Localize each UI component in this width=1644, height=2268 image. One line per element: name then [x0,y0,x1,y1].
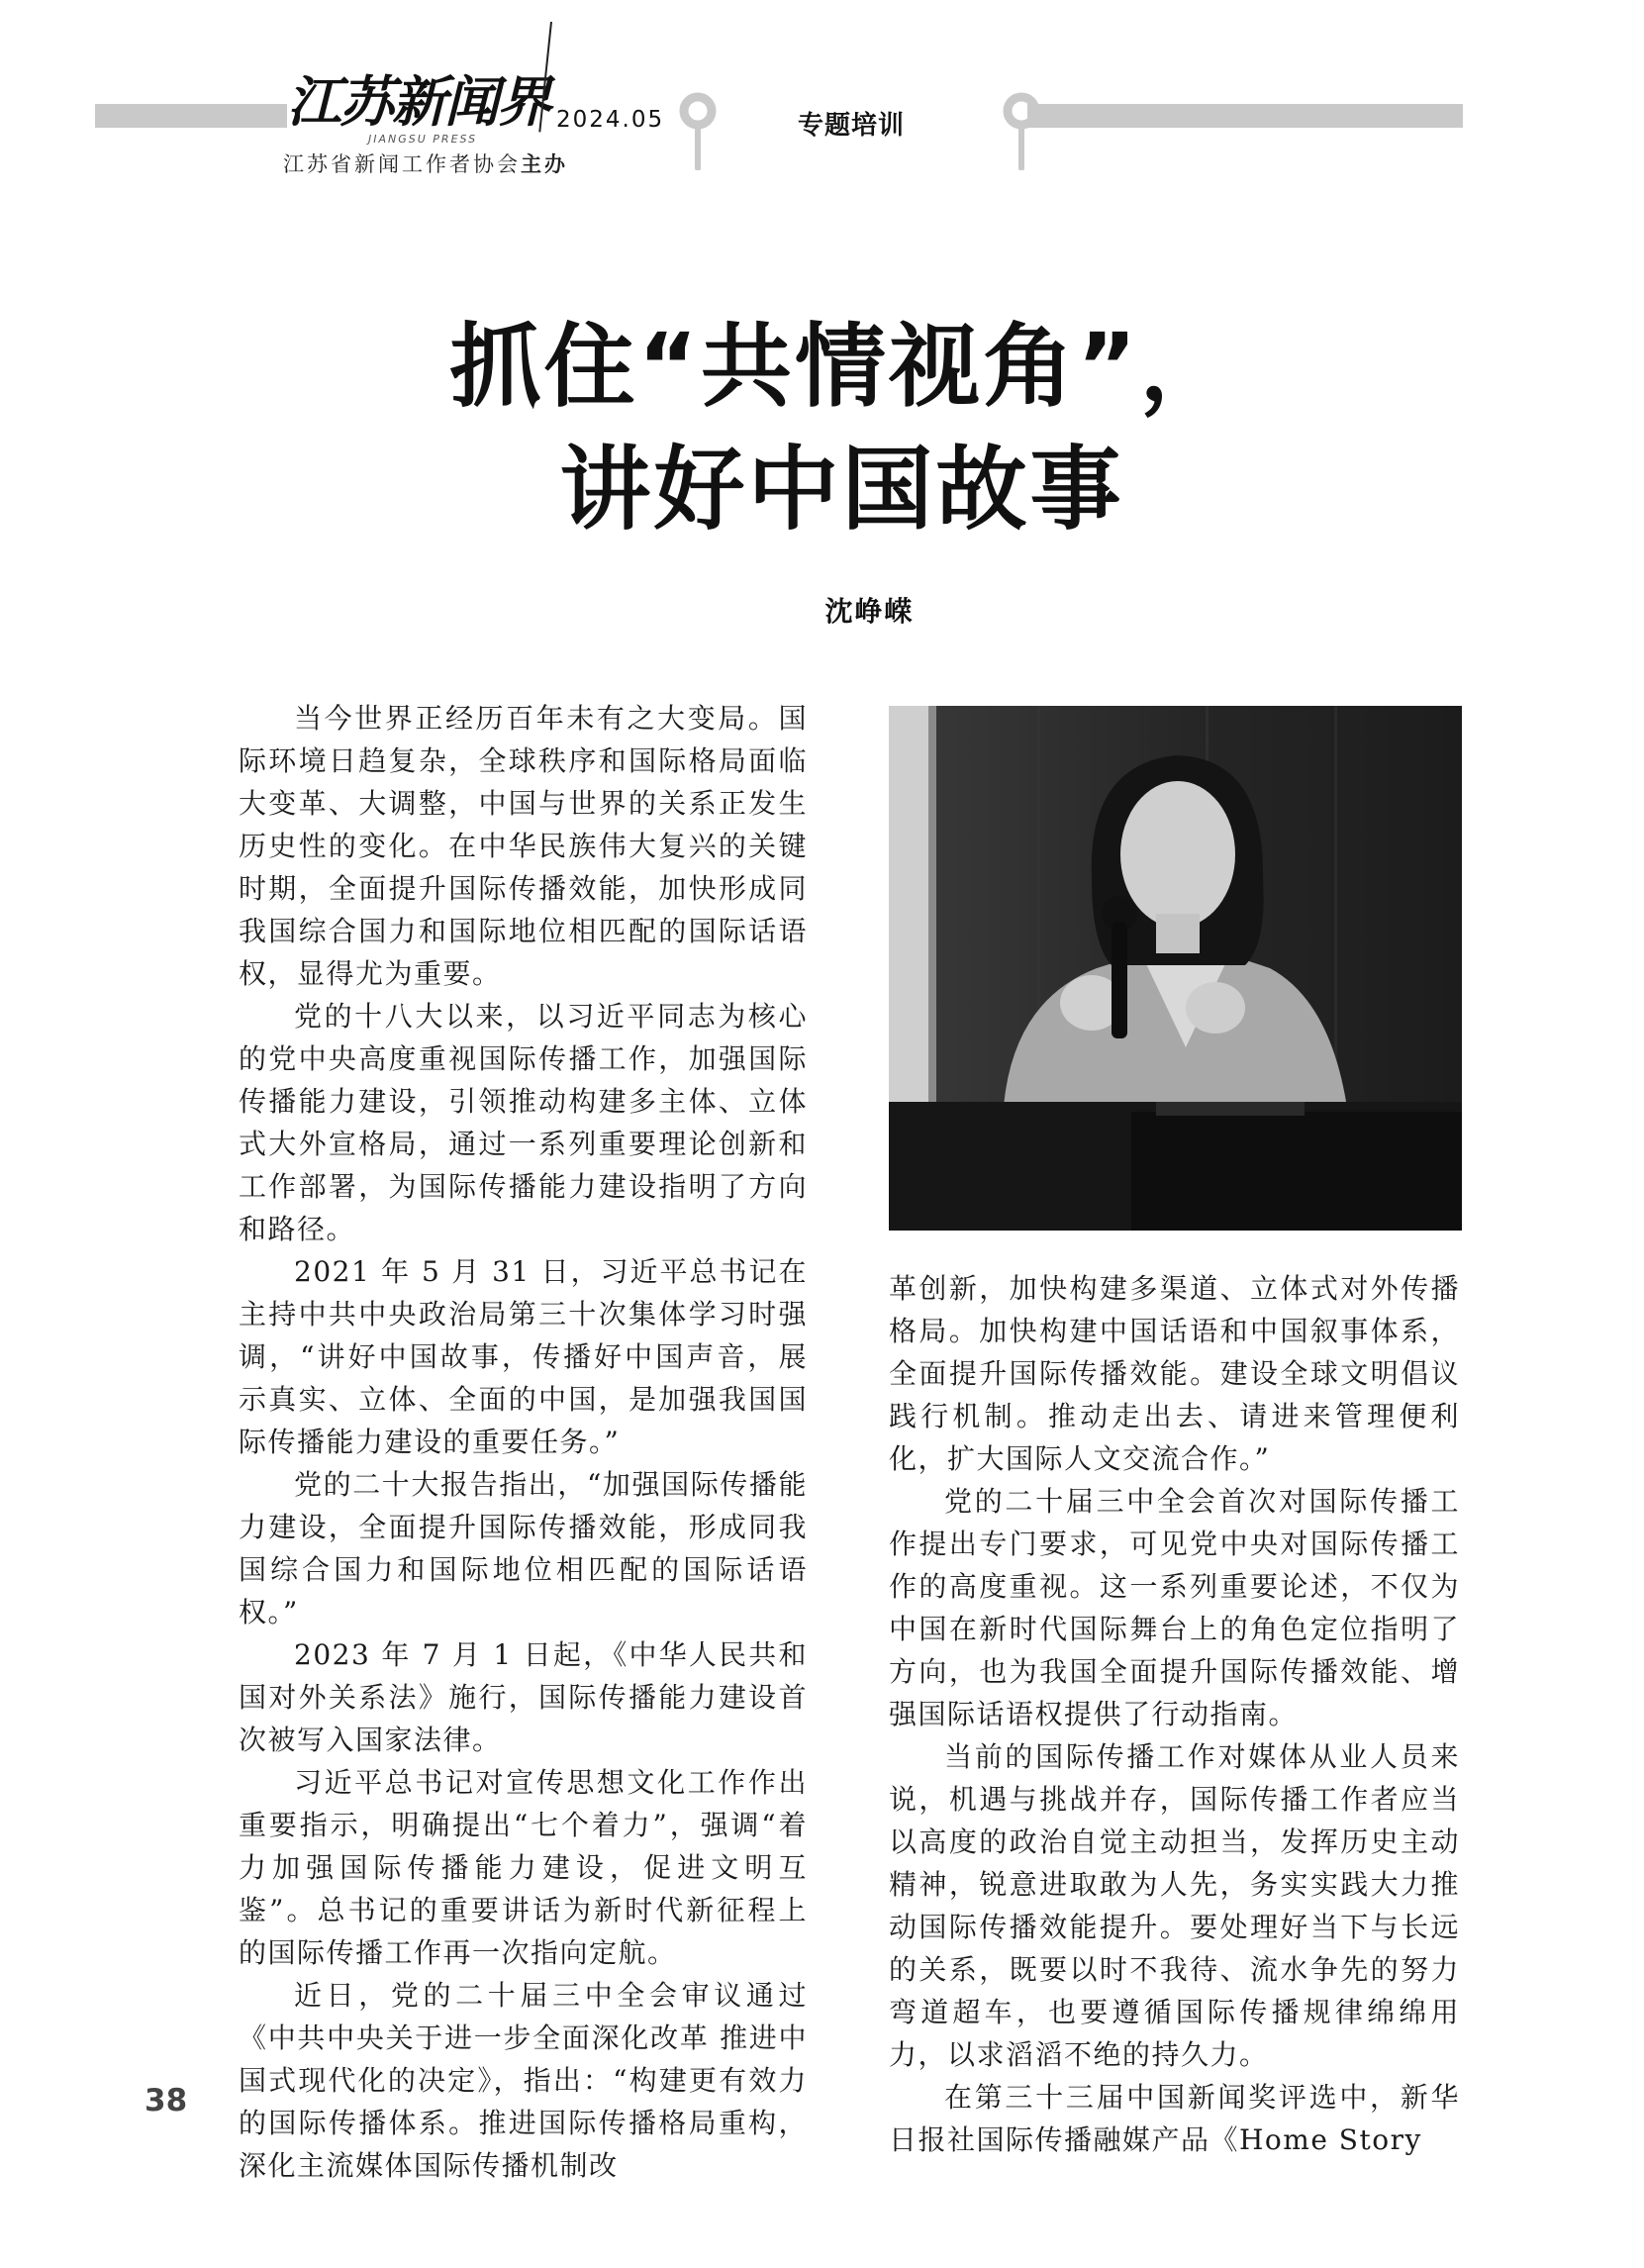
header-bar-right [1027,104,1463,128]
pin-icon [678,91,718,170]
paragraph: 2023 年 7 月 1 日起，《中华人民共和国对外关系法》施行，国际传播能力建设首次被写入国家法律。 [239,1638,808,1756]
sponsor-name: 江苏省新闻工作者协会 [283,152,521,176]
speaker-photo-image [889,706,1462,1231]
paragraph: 当今世界正经历百年未有之大变局。国际环境日趋复杂，全球秩序和国际格局面临大变革、大调整，中国与世界的关系正发生历史性的变化。在中华民族伟大复兴的关键时期，全面提升国际传播效能，加快形成同我国综合国力和国际地位相匹配的国际话语权，显得尤为重要。 [239,702,808,990]
issue-number: 2024.05 [556,107,665,133]
paragraph: 党的十八大以来，以习近平同志为核心的党中央高度重视国际传播工作，加强国际传播能力建设，引领推动构建多主体、立体式大外宣格局，通过一系列重要理论创新和工作部署，为国际传播能力建设指明了方向和路径。 [239,1000,808,1245]
pin-icon [1002,91,1041,170]
paragraph: 当前的国际传播工作对媒体从业人员来说，机遇与挑战并存，国际传播工作者应当以高度的政治自觉主动担当，发挥历史主动精神，锐意进取敢为人先，务实实践大力推动国际传播效能提升。要处理好当下与长远的关系，既要以时不我待、流水争先的努力弯道超车，也要遵循国际传播规律绵绵用力，以求滔滔不绝的持久力。 [889,1740,1460,2071]
paragraph: 党的二十大报告指出，“加强国际传播能力建设，全面提升国际传播效能，形成同我国综合国力和国际地位相匹配的国际话语权。” [239,1468,808,1628]
right-column [889,1267,1460,2161]
paragraph: 近日，党的二十届三中全会审议通过《中共中央关于进一步全面深化改革 推进中国式现代化的决定》，指出：“构建更有效力的国际传播体系。推进国际传播格局重构，深化主流媒体国际传播机制改 [239,1979,808,2182]
paragraph: 2021 年 5 月 31 日，习近平总书记在主持中共中央政治局第三十次集体学习时强调，“讲好中国故事，传播好中国声音，展示真实、立体、全面的中国，是加强我国国际传播能力建设的重要任务。” [239,1255,808,1458]
left-column [239,697,808,2187]
sponsor-role: 主办 [521,152,568,176]
article-title-line-2: 讲好中国故事 [559,437,1124,542]
paragraph: 习近平总书记对宣传思想文化工作作出重要指示，明确提出“七个着力”，强调“着力加强国际传播能力建设，促进文明互鉴”。总书记的重要讲话为新时代新征程上的国际传播工作再一次指向定航。 [239,1766,808,1969]
article-title-line-1: 抓住“共情视角”， [449,314,1234,420]
speaker-photo [889,706,1462,1231]
section-label: 专题培训 [798,111,906,141]
paragraph-continued: 革创新，加快构建多渠道、立体式对外传播格局。加快构建中国话语和中国叙事体系，全面提升国际传播效能。建设全球文明倡议践行机制。推动走出去、请进来管理便利化，扩大国际人文交流合作。” [889,1272,1460,1475]
paragraph: 党的二十届三中全会首次对国际传播工作提出专门要求，可见党中央对国际传播工作的高度重视。这一系列重要论述，不仅为中国在新时代国际舞台上的角色定位指明了方向，也为我国全面提升国际传播效能、增强国际话语权提供了行动指南。 [889,1485,1460,1730]
article-author: 沈峥嵘 [824,595,915,628]
magazine-logo-subtitle: JIANGSU PRESS [368,133,478,146]
magazine-logo: 江苏新闻界 [287,70,550,134]
header-bar-left [95,104,287,128]
page-number: 38 [145,2083,188,2119]
sponsor-line [283,148,568,178]
paragraph: 在第三十三届中国新闻奖评选中，新华日报社国际传播融媒产品《Home Story [889,2081,1460,2156]
